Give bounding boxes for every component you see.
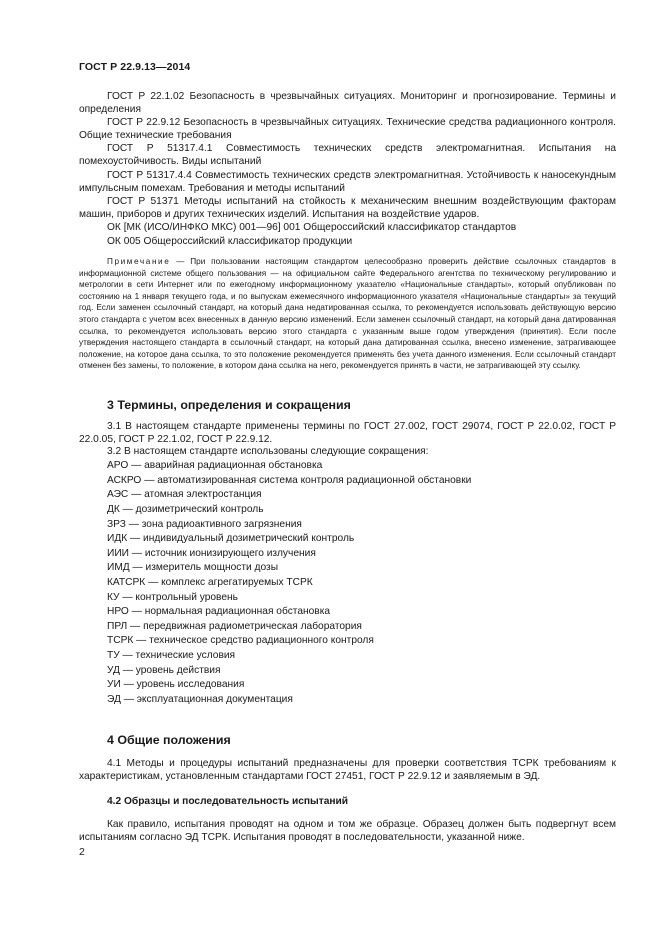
reference-item: ГОСТ Р 51317.4.4 Совместимость технических средств электромагнитная. Устойчивость к наносекундным импульсным помехам. Требования и методы испытаний <box>79 169 616 194</box>
reference-item: ГОСТ Р 22.1.02 Безопасность в чрезвычайных ситуациях. Мониторинг и прогнозирование. Термины и определения <box>79 91 616 116</box>
reference-item: ГОСТ Р 51317.4.1 Совместимость технических средств электромагнитная. Испытания на помехоустойчивость. Виды испытаний <box>79 143 616 168</box>
abbreviations-list <box>79 459 616 707</box>
abbreviation-item: ЗРЗ — зона радиоактивного загрязнения <box>107 518 302 530</box>
clause-4-1: 4.1 Методы и процедуры испытаний предназначены для проверки соответствия ТСРК требованиям к характеристикам, установленным стандартами ГОСТ 27451, ГОСТ Р 22.9.12 и заявляемым в ЭД. <box>79 758 616 783</box>
abbreviation-item: ТУ — технические условия <box>107 649 236 661</box>
section-4-heading: 4 Общие положения <box>107 733 231 748</box>
note-label: Примечание <box>107 256 171 266</box>
clause-3-2: 3.2 В настоящем стандарте использованы следующие сокращения: <box>107 446 429 458</box>
abbreviation-item: ЭД — эксплуатационная документация <box>107 693 293 705</box>
reference-item: ГОСТ Р 51371 Методы испытаний на стойкость к механическим внешним воздействующим факторам машин, приборов и других технических изделий. Испытания на воздействие ударов. <box>79 195 616 220</box>
abbreviation-item: АЭС — атомная электростанция <box>107 489 262 501</box>
page-number: 2 <box>79 846 85 858</box>
abbreviation-item: ДК — дозиметрический контроль <box>107 504 264 516</box>
abbreviation-item: ИМД — измеритель мощности дозы <box>107 562 279 574</box>
abbreviation-item: АРО — аварийная радиационная обстановка <box>107 460 323 472</box>
clause-3-1: 3.1 В настоящем стандарте применены термины по ГОСТ 27.002, ГОСТ 29074, ГОСТ Р 22.0.02, ГОСТ Р 22.0.05, ГОСТ Р 22.1.02, ГОСТ Р 22.9.12. <box>79 420 616 445</box>
clause-4-2-text: Как правило, испытания проводят на одном и том же образце. Образец должен быть подвергнут всем испытаниям согласно ЭД ТСРК. Испытания проводят в последовательности, указанной ниже. <box>79 818 616 843</box>
abbreviation-item: ИИИ — источник ионизирующего излучения <box>107 547 316 559</box>
abbreviation-item: ТСРК — техническое средство радиационного контроля <box>107 635 374 647</box>
classifier-item: ОК 005 Общероссийский классификатор продукции <box>107 236 353 248</box>
note-paragraph <box>79 256 616 372</box>
abbreviation-item: НРО — нормальная радиационная обстановка <box>107 606 331 618</box>
section-3-heading: 3 Термины, определения и сокращения <box>107 397 351 412</box>
abbreviation-item: КУ — контрольный уровень <box>107 591 238 603</box>
document-header-code: ГОСТ Р 22.9.13—2014 <box>79 61 191 73</box>
abbreviation-item: ИДК — индивидуальный дозиметрический контроль <box>107 533 355 545</box>
normative-references-list <box>79 90 616 250</box>
abbreviation-item: ПРЛ — передвижная радиометрическая лаборатория <box>107 620 362 632</box>
abbreviation-item: АСКРО — автоматизированная система контроля радиационной обстановки <box>107 474 472 486</box>
page-content <box>79 90 616 845</box>
clause-4-2-heading: 4.2 Образцы и последовательность испытаний <box>107 795 349 807</box>
classifier-item: ОК [МК (ИСО/ИНФКО МКС) 001—96] 001 Общероссийский классификатор стандартов <box>107 221 517 233</box>
note-text: — При пользовании настоящим стандартом целесообразно проверить действие ссылочных стандартов в информационной системе общего пользования — на официальном сайте Федерального агентства по техническому регулированию и метрологии в сети Интернет или по ежегодному информационному указателю «Национальные стандарты», который опубликован по состоянию на 1 января текущего года, и по выпускам ежемесячного информационного указателя «Национальные стандарты» за текущий год. Если заменен ссылочный стандарт, на который дана недатированная ссылка, то рекомендуется использовать действующую версию этого стандарта с учетом всех внесенных в данную версию изменений. Если заменен ссылочный стандарт, на который дана датированная ссылка, то рекомендуется использовать версию этого стандарта с указанным выше годом утверждения (принятия). Если после утверждения настоящего стандарта в ссылочный стандарт, на который дана датированная ссылка, внесено изменение, затрагивающее положение, на которое дана ссылка, то это положение рекомендуется применять без учета данного изменения. Если ссылочный стандарт отменен без замены, то положение, в котором дана ссылка на него, рекомендуется принять в части, не затрагивающей эту ссылку. <box>79 256 616 371</box>
abbreviation-item: УД — уровень действия <box>107 664 221 676</box>
reference-item: ГОСТ Р 22.9.12 Безопасность в чрезвычайных ситуациях. Технические средства радиационного контроля. Общие технические требования <box>79 117 616 142</box>
abbreviation-item: УИ — уровень исследования <box>107 679 245 691</box>
abbreviation-item: КАТСРК — комплекс агрегатируемых ТСРК <box>107 577 313 589</box>
